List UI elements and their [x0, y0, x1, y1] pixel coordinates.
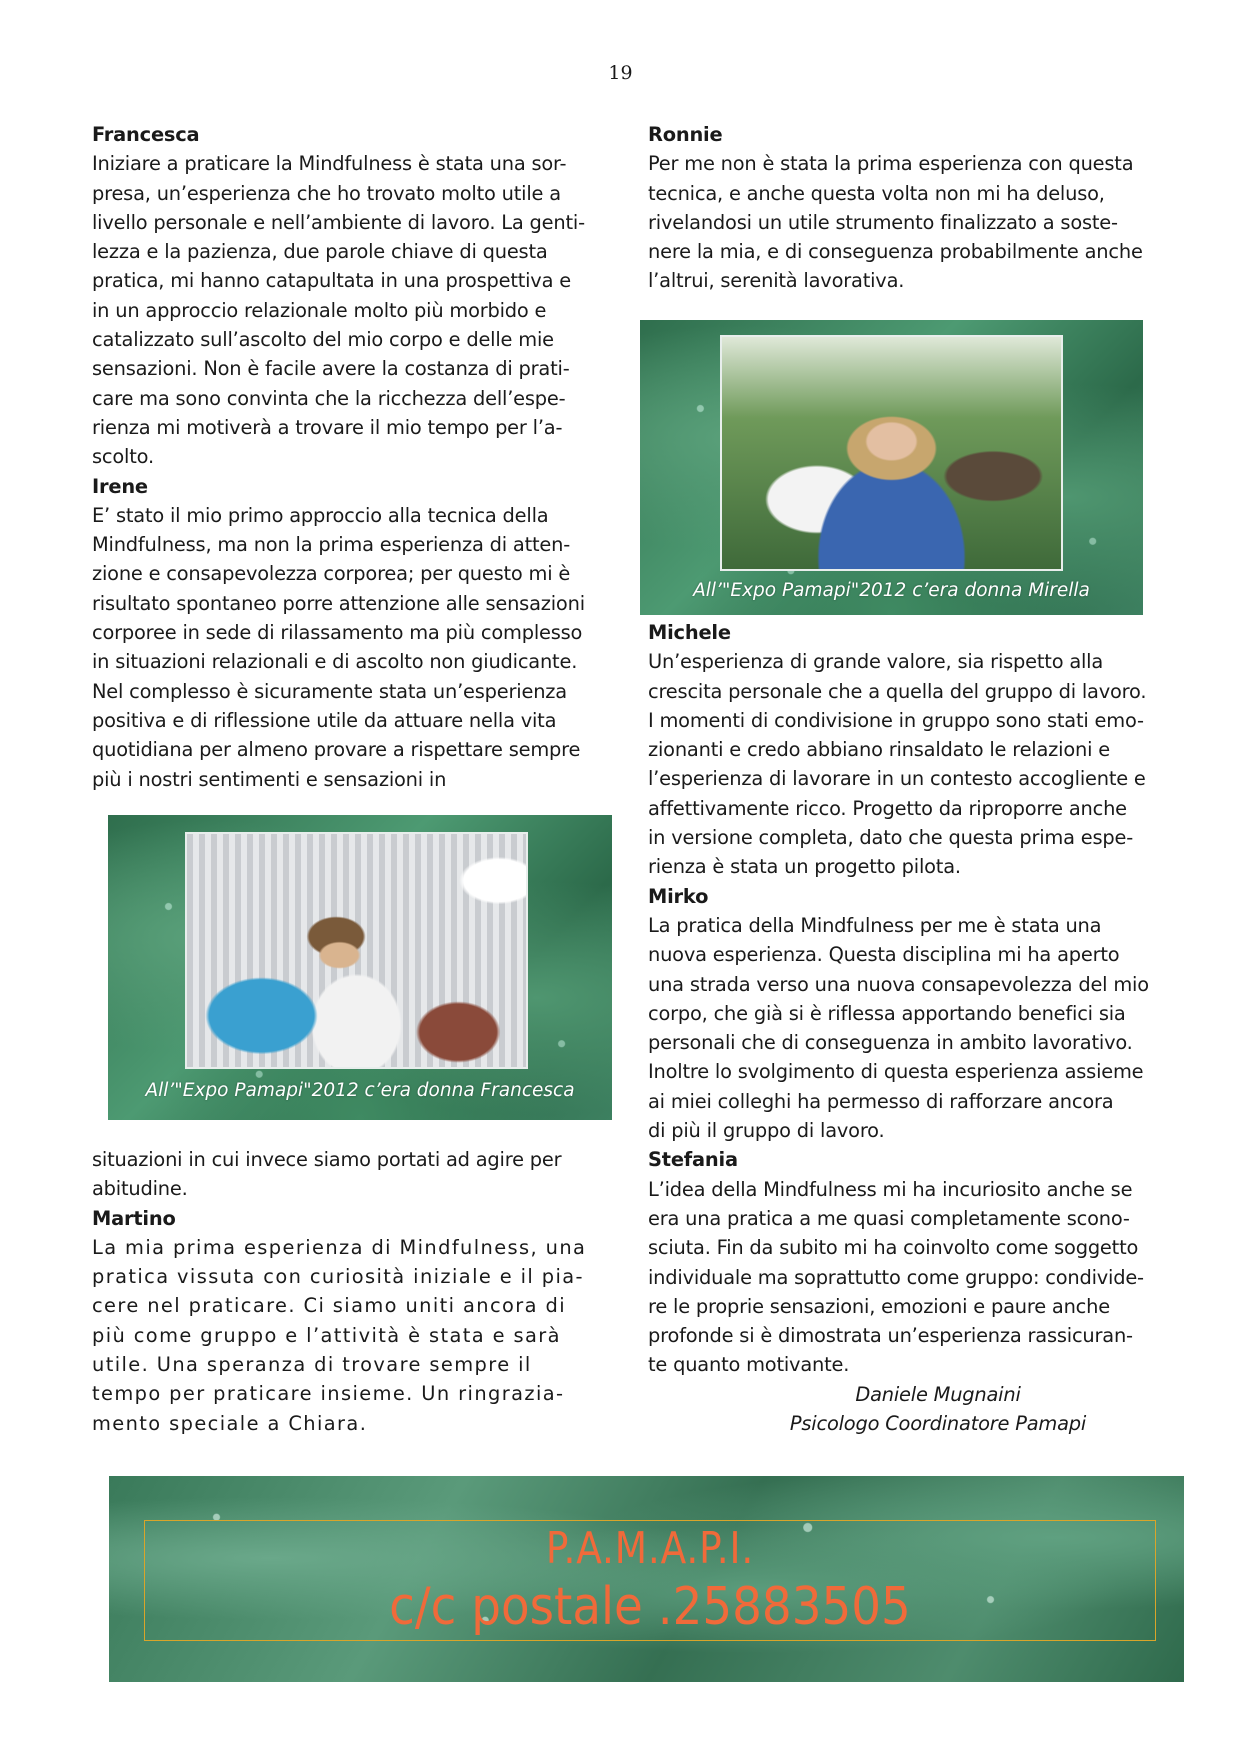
- text-line: Per me non è stata la prima esperienza con questa: [648, 152, 1134, 176]
- author-name: Irene: [92, 474, 148, 498]
- text-line: L’idea della Mindfulness mi ha incuriosito anche se: [648, 1177, 1133, 1201]
- author-name: Francesca: [92, 123, 200, 146]
- text-line: rivelandosi un utile strumento finalizzato a soste-: [648, 210, 1118, 234]
- testimonial-mirko: [648, 911, 1188, 1145]
- text-line: nuova esperienza. Questa disciplina mi ha aperto: [648, 943, 1120, 967]
- testimonial-stefania: [648, 1175, 1188, 1380]
- author-name: Martino: [92, 1206, 176, 1230]
- text-line: sciuta. Fin da subito mi ha coinvolto come soggetto: [648, 1236, 1139, 1260]
- text-line: abitudine.: [92, 1177, 188, 1201]
- author-name: Ronnie: [648, 123, 723, 146]
- page-number: 19: [608, 62, 633, 84]
- text-line: corporee in sede di rilassamento ma più complesso: [92, 621, 583, 645]
- right-column-top: [648, 120, 1188, 296]
- text-line: Un’esperienza di grande valore, sia rispetto alla: [648, 650, 1104, 674]
- text-line: tecnica, e anche questa volta non mi ha deluso,: [648, 181, 1105, 205]
- testimonial-francesca: [92, 149, 632, 471]
- text-line: La mia prima esperienza di Mindfulness, una: [92, 1235, 587, 1259]
- text-line: utile. Una speranza di trovare sempre il: [92, 1353, 532, 1377]
- donation-banner: [109, 1476, 1184, 1682]
- text-line: Inoltre lo svolgimento di questa esperienza assieme: [648, 1060, 1144, 1084]
- left-column-bottom: [92, 1145, 632, 1438]
- text-line: Mindfulness, ma non la prima esperienza di atten-: [92, 533, 570, 557]
- text-line: tempo per praticare insieme. Un ringrazia-: [92, 1382, 565, 1406]
- text-line: situazioni in cui invece siamo portati ad agire per: [92, 1148, 562, 1171]
- text-line: risultato spontaneo porre attenzione alle sensazioni: [92, 591, 585, 615]
- text-line: corpo, che già si è riflessa apportando benefici sia: [648, 1001, 1126, 1025]
- text-line: te quanto motivante.: [648, 1353, 850, 1377]
- text-line: rienza è stata un progetto pilota.: [648, 855, 961, 879]
- text-line: crescita personale che a quella del gruppo di lavoro.: [648, 679, 1147, 703]
- signature-role: Psicologo Coordinatore Pamapi: [789, 1412, 1087, 1436]
- text-line: presa, un’esperienza che ho trovato molto utile a: [92, 181, 561, 205]
- banner-account-number: c/c postale .25883505: [389, 1577, 911, 1637]
- author-name: Stefania: [648, 1148, 738, 1172]
- photo-francesca: [108, 815, 612, 1120]
- testimonial-michele: [648, 647, 1188, 881]
- photo-image: [185, 832, 528, 1069]
- banner-border: [144, 1520, 1156, 1641]
- text-line: ai miei colleghi ha permesso di rafforzare ancora: [648, 1089, 1114, 1113]
- text-line: Nel complesso è sicuramente stata un’esperienza: [92, 679, 567, 703]
- text-line: pratica vissuta con curiosità iniziale e il pia-: [92, 1265, 584, 1289]
- text-line: più i nostri sentimenti e sensazioni in: [92, 767, 447, 791]
- photo-caption: All’"Expo Pamapi"2012 c’era donna Francesca: [145, 1080, 575, 1101]
- right-column-bottom: [648, 618, 1188, 1438]
- text-line: pratica, mi hanno catapultata in una prospettiva e: [92, 269, 571, 293]
- banner-org-name: P.A.M.A.P.I.: [545, 1523, 755, 1574]
- text-line: cere nel praticare. Ci siamo uniti ancora di: [92, 1294, 567, 1318]
- text-line: scolto.: [92, 445, 154, 469]
- text-line: di più il gruppo di lavoro.: [648, 1119, 885, 1143]
- photo-caption: All’"Expo Pamapi"2012 c’era donna Mirella: [693, 580, 1090, 601]
- text-line: zionanti e credo abbiano rinsaldato le relazioni e: [648, 738, 1110, 762]
- text-line: l’altrui, serenità lavorativa.: [648, 269, 905, 293]
- text-line: care ma sono convinta che la ricchezza dell’espe-: [92, 386, 566, 410]
- text-line: in un approccio relazionale molto più morbido e: [92, 298, 547, 322]
- text-line: Iniziare a praticare la Mindfulness è stata una sor-: [92, 152, 567, 176]
- text-line: in versione completa, dato che questa prima espe-: [648, 826, 1134, 850]
- text-line: rienza mi motiverà a trovare il mio tempo per l’a-: [92, 415, 563, 439]
- text-line: nere la mia, e di conseguenza probabilmente anche: [648, 240, 1143, 264]
- left-column-top: [92, 120, 632, 794]
- text-line: re le proprie sensazioni, emozioni e paure anche: [648, 1294, 1110, 1318]
- text-line: in situazioni relazionali e di ascolto non giudicante.: [92, 650, 578, 674]
- text-line: personali che di conseguenza in ambito lavorativo.: [648, 1031, 1133, 1055]
- author-name: Mirko: [648, 884, 709, 908]
- text-line: La pratica della Mindfulness per me è stata una: [648, 913, 1102, 937]
- text-line: zione e consapevolezza corporea; per questo mi è: [92, 562, 571, 586]
- text-line: quotidiana per almeno provare a rispettare sempre: [92, 738, 581, 762]
- testimonial-irene: [92, 501, 632, 794]
- text-line: E’ stato il mio primo approccio alla tecnica della: [92, 503, 549, 527]
- testimonial-irene-continued: [92, 1145, 632, 1204]
- photo-mirella: [640, 320, 1143, 615]
- text-line: individuale ma soprattutto come gruppo: condivide-: [648, 1265, 1144, 1289]
- text-line: più come gruppo e l’attività è stata e sarà: [92, 1323, 561, 1347]
- text-line: era una pratica a me quasi completamente scono-: [648, 1206, 1130, 1230]
- text-line: mento speciale a Chiara.: [92, 1411, 368, 1435]
- author-name: Michele: [648, 621, 731, 644]
- signature-name: Daniele Mugnaini: [855, 1382, 1021, 1406]
- text-line: sensazioni. Non è facile avere la costanza di prati-: [92, 357, 570, 381]
- testimonial-ronnie: [648, 149, 1188, 295]
- text-line: positiva e di riflessione utile da attuare nella vita: [92, 708, 557, 732]
- text-line: catalizzato sull’ascolto del mio corpo e delle mie: [92, 328, 554, 352]
- photo-image: [720, 335, 1063, 571]
- text-line: lezza e la pazienza, due parole chiave di questa: [92, 240, 548, 264]
- text-line: I momenti di condivisione in gruppo sono stati emo-: [648, 708, 1144, 732]
- text-line: affettivamente ricco. Progetto da riproporre anche: [648, 796, 1127, 820]
- text-line: livello personale e nell’ambiente di lavoro. La genti-: [92, 210, 585, 234]
- text-line: profonde si è dimostrata un’esperienza rassicuran-: [648, 1324, 1133, 1348]
- text-line: l’esperienza di lavorare in un contesto accogliente e: [648, 767, 1146, 791]
- testimonial-martino: [92, 1233, 632, 1438]
- text-line: una strada verso una nuova consapevolezza del mio: [648, 972, 1149, 996]
